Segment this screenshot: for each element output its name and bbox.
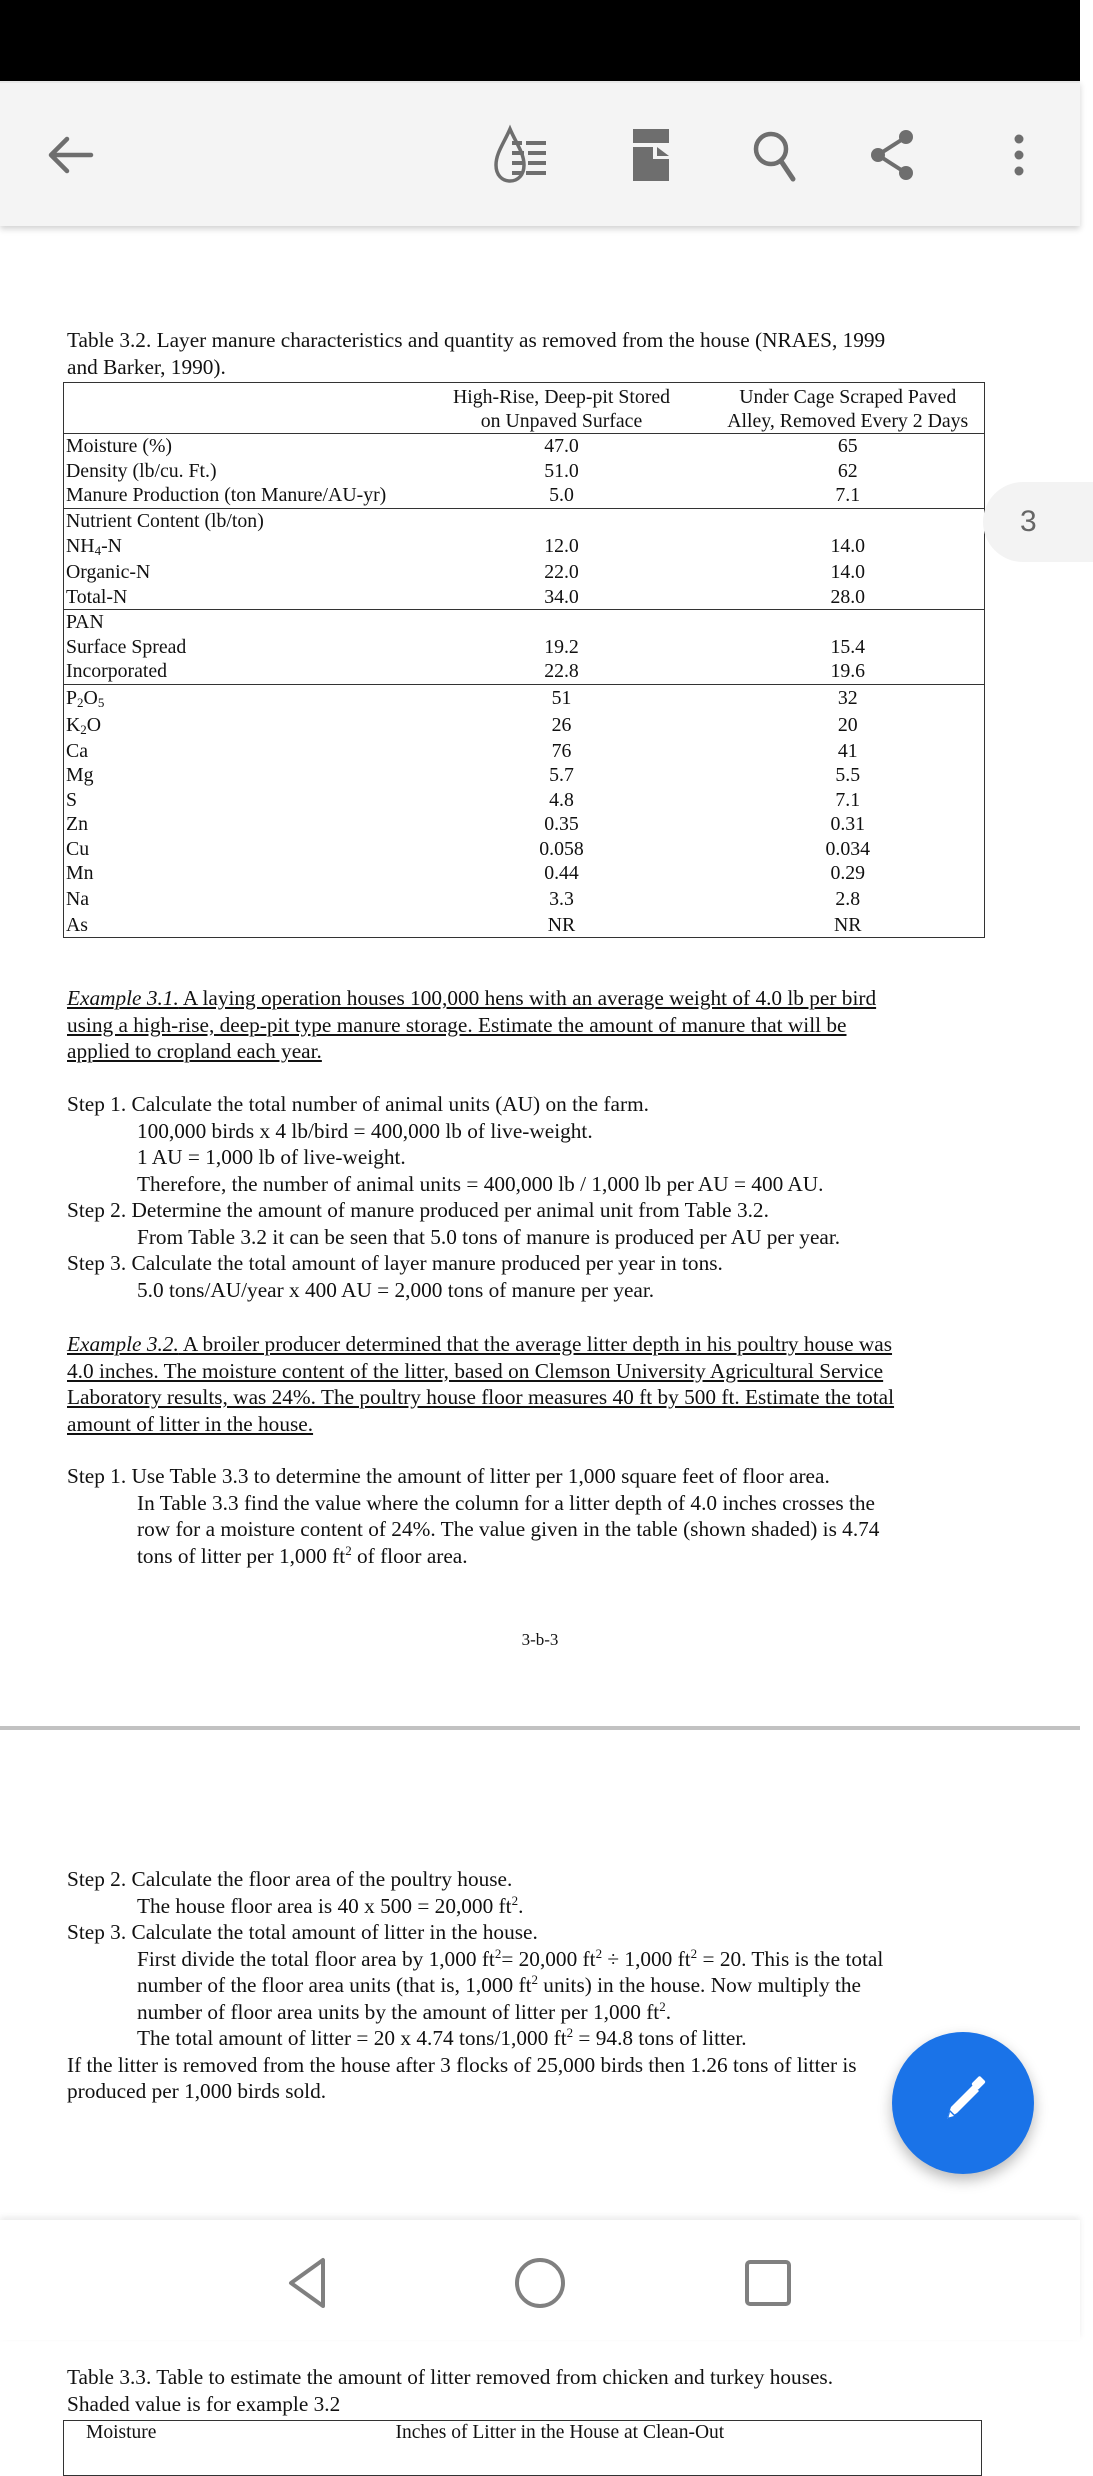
step-line: row for a moisture content of 24%. The value given in the table (shown shaded) is 4.74 — [137, 1517, 880, 1541]
step-line: 1 AU = 1,000 lb of live-weight. — [137, 1145, 406, 1169]
example-title: Example 3.2. — [67, 1332, 179, 1356]
row-label: Surface Spread — [66, 635, 187, 658]
row-label: Zn — [66, 813, 88, 835]
cell-value: 51 — [412, 684, 712, 712]
top-toolbar — [0, 81, 1080, 226]
cell-value: NR — [834, 913, 862, 936]
reading-mode-button[interactable] — [484, 117, 560, 193]
table-row — [64, 712, 985, 739]
step-line: 100,000 birds x 4 lb/bird = 400,000 lb of live-weight. — [137, 1118, 593, 1143]
share-button[interactable] — [855, 117, 931, 193]
cell-value — [712, 610, 985, 635]
row-label: PAN — [64, 610, 412, 635]
cell-value: 14.0 — [830, 561, 866, 583]
caption-line: Shaded value is for example 3.2 — [67, 2391, 341, 2416]
row-label: Ca — [66, 739, 88, 762]
cell-value: 5.0 — [549, 484, 574, 506]
cell-value: 41 — [837, 739, 858, 762]
row-label: Organic-N — [66, 561, 151, 583]
text-part: . — [665, 1999, 672, 2024]
row-label: Total-N — [66, 585, 128, 608]
row-label: Nutrient Content (lb/ton) — [64, 508, 412, 533]
table-row — [64, 533, 985, 560]
table-row — [64, 812, 985, 837]
example-line: using a high-rise, deep-pit type manure storage. Estimate the amount of manure that will be — [67, 1012, 847, 1037]
cell-value: 2.8 — [835, 887, 861, 910]
cell-value: 0.058 — [539, 837, 584, 860]
step-line: Step 3. Calculate the total amount of litter in the house. — [67, 1920, 538, 1944]
cell-value: 20 — [837, 713, 858, 736]
table-row — [64, 837, 985, 862]
table-row — [64, 684, 985, 712]
header-cell-high-rise — [412, 383, 712, 434]
example-3-2-problem — [67, 1331, 894, 1437]
table-row — [64, 913, 985, 938]
cell-value — [412, 508, 712, 533]
cell-value: 22.8 — [544, 660, 579, 682]
step-line: Step 2. Determine the amount of manure produced per animal unit from Table 3.2. — [67, 1198, 769, 1222]
table-row — [64, 434, 985, 459]
caption-line: Table 3.2. Layer manure characteristics and quantity as removed from the house (NRAES, 1999 — [67, 328, 886, 352]
note-line: produced per 1,000 birds sold. — [67, 2079, 327, 2103]
cell-value: 0.034 — [825, 837, 870, 860]
header-text: Under Cage Scraped Paved — [739, 386, 957, 408]
text-part: = 20,000 ft — [501, 1946, 596, 1971]
page-number-badge[interactable] — [983, 482, 1093, 562]
caption-line: Table 3.3. Table to estimate the amount of litter removed from chicken and turkey houses. — [67, 2365, 834, 2389]
table-row — [64, 560, 985, 585]
label-part: NH — [66, 535, 95, 557]
more-options-button[interactable] — [981, 117, 1057, 193]
cell-value: 3.3 — [549, 887, 574, 910]
row-label: Manure Production (ton Manure/AU-yr) — [66, 484, 387, 506]
step-line — [67, 1893, 883, 1920]
example-3-2-step1 — [67, 1463, 879, 1569]
pencil-edit-icon — [933, 2071, 993, 2136]
row-label: Cu — [66, 837, 90, 860]
example-line: Laboratory results, was 24%. The poultry house floor measures 40 ft by 500 ft. Estimate the total — [67, 1385, 895, 1409]
header-text: on Unpaved Surface — [480, 410, 643, 432]
cell-value: 22.0 — [544, 561, 579, 583]
table32-caption — [67, 327, 885, 380]
table-header-row — [64, 383, 985, 434]
label-subscript: 2 — [77, 694, 84, 710]
cell-value: 0.35 — [544, 813, 579, 835]
step-line: Step 3. Calculate the total amount of layer manure produced per year in tons. — [67, 1251, 723, 1275]
table-row — [64, 610, 985, 635]
step-line — [67, 1999, 883, 2026]
cell-value: 28.0 — [830, 585, 866, 608]
table-3-3 — [63, 2420, 982, 2476]
cell-value: 0.31 — [830, 813, 866, 835]
cell-value: 5.7 — [549, 764, 574, 786]
cell-value: 34.0 — [544, 585, 579, 608]
step-line: Therefore, the number of animal units = 400,000 lb / 1,000 lb per AU = 400 AU. — [137, 1171, 824, 1196]
step-line: Step 1. Use Table 3.3 to determine the amount of litter per 1,000 square feet of floor area. — [67, 1464, 830, 1488]
label-part: O — [83, 686, 98, 709]
label-subscript: 5 — [97, 694, 105, 710]
example-line: 4.0 inches. The moisture content of the litter, based on Clemson University Agricultural Service — [67, 1358, 884, 1383]
step-line: In Table 3.3 find the value where the column for a litter depth of 4.0 inches crosses the — [137, 1490, 875, 1515]
search-button[interactable] — [738, 117, 814, 193]
table-row — [64, 788, 985, 813]
reading-mode-icon — [490, 125, 554, 185]
table-3-2 — [63, 382, 985, 938]
status-bar — [0, 0, 1080, 81]
nav-recents-button[interactable] — [733, 2250, 803, 2320]
superscript: 2 — [690, 1945, 698, 1961]
table-row — [64, 861, 985, 886]
example-3-1-steps — [67, 1091, 840, 1303]
example-3-2-steps-continued — [67, 1866, 883, 2105]
table-row — [64, 2445, 982, 2475]
text-part: units) in the house. Now multiply the — [537, 1973, 861, 1997]
page-layout-icon — [629, 127, 673, 183]
superscript: 2 — [345, 1542, 352, 1558]
cell-value — [412, 610, 712, 635]
page-number-text: 3 — [1020, 505, 1037, 538]
cell-value: 62 — [837, 459, 858, 482]
example-line: amount of litter in the house. — [67, 1411, 314, 1436]
note-line: If the litter is removed from the house after 3 flocks of 25,000 birds then 1.26 tons of litter is — [67, 2052, 857, 2077]
label-subscript: 2 — [80, 721, 87, 737]
row-label: Mn — [66, 862, 94, 884]
label-subscript: 4 — [94, 543, 102, 558]
search-icon — [749, 127, 803, 183]
cell-value — [712, 508, 985, 533]
document-page-3 — [0, 226, 1080, 1726]
label-part: -N — [101, 535, 122, 557]
arrow-left-icon — [45, 135, 97, 175]
row-label: Moisture (%) — [64, 434, 412, 459]
cell-value: 51.0 — [544, 459, 579, 482]
text-part: . — [518, 1893, 524, 1918]
step-line — [67, 2025, 883, 2052]
table-row — [64, 763, 985, 788]
cell-value: 19.2 — [544, 635, 579, 658]
text-part: = 20. This is the total — [697, 1946, 884, 1971]
label-part: P — [66, 686, 78, 709]
nav-home-button[interactable] — [505, 2250, 575, 2320]
example-line: applied to cropland each year. — [67, 1039, 322, 1063]
row-label: As — [66, 913, 88, 936]
text-part: First divide the total floor area by 1,000 ft — [137, 1946, 495, 1971]
nav-back-button[interactable] — [272, 2250, 342, 2320]
table-row — [64, 585, 985, 610]
row-label: Na — [66, 887, 90, 910]
superscript: 2 — [595, 1945, 603, 1961]
example-line — [67, 985, 876, 1012]
header-cell-moisture: Moisture — [86, 2422, 157, 2443]
row-label — [64, 533, 412, 560]
step-line — [67, 1543, 879, 1570]
example-text: A broiler producer determined that the average litter depth in his poultry house was — [178, 1332, 893, 1356]
cell-value: 32 — [712, 684, 985, 712]
header-text: Alley, Removed Every 2 Days — [727, 410, 969, 432]
header-cell-empty — [64, 383, 412, 434]
cell-value: 26 — [551, 713, 572, 736]
nav-back-icon — [283, 2256, 331, 2315]
cell-value: 5.5 — [835, 764, 861, 786]
step-line: Step 2. Calculate the floor area of the poultry house. — [67, 1867, 513, 1891]
nav-home-icon — [513, 2256, 567, 2315]
cell-value: 7.1 — [835, 484, 861, 506]
text-part: = 94.8 tons of litter. — [573, 2026, 747, 2050]
text-part: ÷ 1,000 ft — [602, 1946, 691, 1971]
back-button[interactable] — [33, 117, 109, 193]
table-cell — [374, 2445, 982, 2475]
table-row — [64, 483, 985, 508]
example-title: Example 3.1. — [67, 986, 179, 1010]
document-viewer[interactable] — [0, 226, 1080, 2443]
row-label: S — [66, 788, 78, 811]
page-layout-button[interactable] — [613, 117, 689, 193]
table-header-row — [64, 2421, 982, 2446]
page-footer-number: 3-b-3 — [521, 1630, 559, 1649]
cell-value: 0.29 — [830, 862, 866, 884]
nav-recents-icon — [743, 2258, 793, 2313]
row-label: Mg — [66, 764, 94, 786]
text-part: number of the floor area units (that is, 1,000 ft — [137, 1973, 532, 1997]
text-part: tons of litter per 1,000 ft — [137, 1543, 346, 1568]
superscript: 2 — [531, 1972, 538, 1987]
cell-value: 7.1 — [835, 788, 861, 811]
table-cell — [64, 2445, 374, 2475]
table-row — [64, 739, 985, 764]
cell-value: 15.4 — [830, 635, 866, 658]
row-label: Density (lb/cu. Ft.) — [66, 459, 217, 482]
superscript: 2 — [494, 1945, 502, 1961]
table33-caption — [67, 2364, 833, 2417]
header-text: High-Rise, Deep-pit Stored — [452, 386, 670, 408]
caption-line: and Barker, 1990). — [67, 354, 226, 379]
step-line — [67, 1946, 883, 1973]
example-text: A laying operation houses 100,000 hens with an average weight of 4.0 lb per bird — [178, 986, 877, 1010]
example-3-1-problem — [67, 985, 876, 1065]
cell-value: 4.8 — [549, 788, 574, 811]
share-icon — [866, 127, 920, 183]
label-part: K — [66, 713, 81, 736]
text-part: of floor area. — [351, 1543, 468, 1568]
example-line — [67, 1331, 894, 1358]
header-cell-inches-of-litter: Inches of Litter in the House at Clean-Out — [395, 2422, 725, 2443]
label-part: O — [86, 713, 102, 736]
table-row — [64, 886, 985, 913]
table-row — [64, 508, 985, 533]
step-line: 5.0 tons/AU/year x 400 AU = 2,000 tons of manure per year. — [137, 1277, 655, 1302]
text-part: number of floor area units by the amount of litter per 1,000 ft — [137, 1999, 660, 2024]
cell-value: 47.0 — [412, 434, 712, 459]
superscript: 2 — [511, 1892, 519, 1908]
row-label — [64, 684, 412, 712]
superscript: 2 — [659, 1998, 666, 2014]
table-row — [64, 659, 985, 684]
superscript: 2 — [566, 2025, 574, 2040]
step-line: From Table 3.2 it can be seen that 5.0 tons of manure is produced per AU per year. — [137, 1224, 841, 1249]
cell-value: 65 — [712, 434, 985, 459]
header-cell-under-cage — [712, 383, 985, 434]
table-row — [64, 459, 985, 484]
cell-value: NR — [547, 913, 576, 936]
cell-value: 12.0 — [544, 535, 579, 557]
cell-value: 14.0 — [830, 535, 866, 557]
edit-fab-button[interactable] — [892, 2032, 1034, 2174]
system-navigation-bar — [0, 2220, 1080, 2340]
cell-value: 19.6 — [830, 660, 866, 682]
row-label: Incorporated — [66, 660, 168, 682]
cell-value: 76 — [551, 739, 572, 762]
text-part: The total amount of litter = 20 x 4.74 tons/1,000 ft — [137, 2026, 567, 2050]
step-line — [67, 1972, 883, 1999]
table-row — [64, 635, 985, 660]
cell-value: 0.44 — [544, 862, 579, 884]
row-label — [64, 712, 412, 739]
more-vert-icon — [1012, 131, 1026, 179]
step-line: Step 1. Calculate the total number of animal units (AU) on the farm. — [67, 1092, 649, 1116]
text-part: The house floor area is 40 x 500 = 20,000 ft — [137, 1893, 512, 1918]
